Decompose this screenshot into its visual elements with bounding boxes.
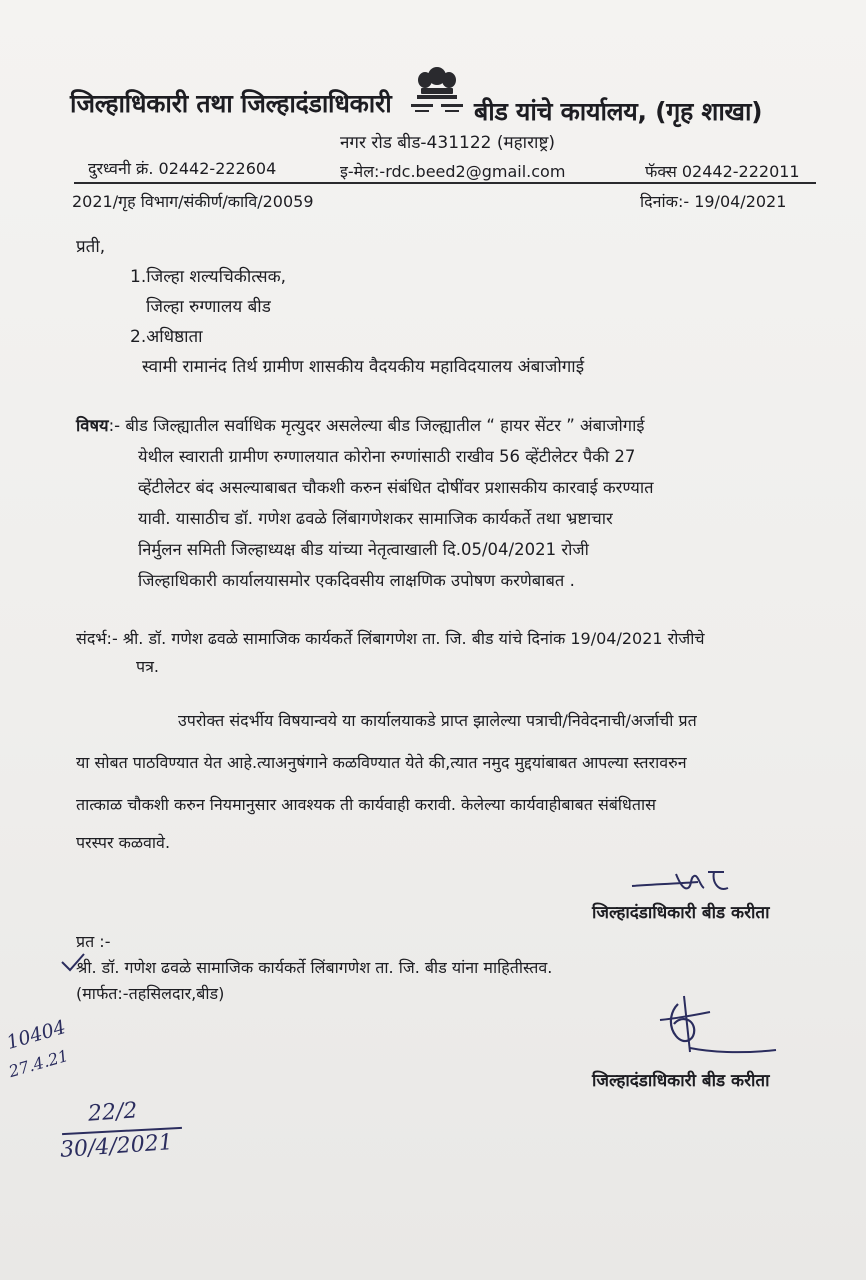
office-title-right: बीड यांचे कार्यालय, (गृह शाखा) <box>474 97 763 126</box>
file-date: 30/4/2021 <box>59 1130 174 1163</box>
subject-line-6: जिल्हाधिकारी कार्यालयासमोर एकदिवसीय लाक्षणिक उपोषण करणेबाबत . <box>138 571 575 590</box>
recipient-line-2: जिल्हा रुग्णालय बीड <box>146 297 271 317</box>
sandarbh-line-2: पत्र. <box>136 657 160 676</box>
officer-signature <box>650 992 780 1062</box>
recipient-line-3: 2.अधिष्ठाता <box>130 327 203 347</box>
sandarbh-line-1: संदर्भ:- श्री. डॉ. गणेश ढवळे सामाजिक कार्यकर्ते लिंबागणेश ता. जि. बीड यांचे दिनांक 19/04/2021 रोजीचे <box>76 629 705 648</box>
file-number: 22/2 <box>87 1098 139 1127</box>
subject-line-2: येथील स्वाराती ग्रामीण रुग्णालयात कोरोना रुग्णांसाठी राखीव 56 व्हेंटीलेटर पैकी 27 <box>138 447 636 466</box>
office-address: नगर रोड बीड-431122 (महाराष्ट्र) <box>340 133 556 153</box>
signatory-title-2: जिल्हादंडाधिकारी बीड करीता <box>592 1071 770 1091</box>
subject-line-4: यावी. यासाठीच डॉ. गणेश ढवळे लिंबागणेशकर सामाजिक कार्यकर्ते तथा भ्रष्टाचार <box>138 509 613 528</box>
copy-label: प्रत :- <box>76 932 111 951</box>
copy-line-2: (मार्फत:-तहसिलदार,बीड) <box>76 984 225 1003</box>
office-title-left: जिल्हाधिकारी तथा जिल्हादंडाधिकारी <box>70 89 392 118</box>
national-emblem-icon <box>407 62 467 118</box>
subject-line-5: निर्मुलन समिती जिल्हाध्यक्ष बीड यांच्या नेतृत्वाखाली दि.05/04/2021 रोजी <box>138 540 589 559</box>
email-address: इ-मेल:-rdc.beed2@gmail.com <box>340 162 566 181</box>
phone-number: दुरध्वनी क्रं. 02442-222604 <box>88 159 277 178</box>
initials-signature <box>628 866 738 900</box>
subject-continuation <box>138 441 654 596</box>
body-line-2: या सोबत पाठविण्यात येत आहे.त्याअनुषंगाने कळविण्यात येते की,त्यात नमुद मुद्दयांबाबत आपल्या स्तरावरुन <box>76 753 687 772</box>
inward-number: 10404 <box>4 1016 69 1054</box>
body-line-4: परस्पर कळवावे. <box>76 833 171 852</box>
copy-line-1: श्री. डॉ. गणेश ढवळे सामाजिक कार्यकर्ते लिंबागणेश ता. जि. बीड यांना माहितीस्तव. <box>76 958 553 977</box>
prati-label: प्रती, <box>76 237 106 257</box>
subject-line-3: व्हेंटीलेटर बंद असल्याबाबत चौकशी करुन संबंधित दोषींवर प्रशासकीय कारवाई करण्यात <box>138 478 654 497</box>
recipient-line-4: स्वामी रामानंद तिर्थ ग्रामीण शासकीय वैदयकीय महाविदयालय अंबाजोगाई <box>142 357 585 377</box>
body-line-3: तात्काळ चौकशी करुन नियमानुसार आवश्यक ती कार्यवाही करावी. केलेल्या कार्यवाहीबाबत संबंधितास <box>76 795 656 814</box>
fax-number: फॅक्स 02442-222011 <box>645 162 800 181</box>
header-divider <box>74 182 816 184</box>
reference-number: 2021/गृह विभाग/संकीर्ण/कावि/20059 <box>72 192 314 211</box>
body-line-1: उपरोक्त संदर्भीय विषयान्वये या कार्यालयाकडे प्राप्त झालेल्या पत्राची/निवेदनाची/अर्जाची प्रत <box>178 711 697 730</box>
subject-line-1: :- बीड जिल्ह्यातील सर्वाधिक मृत्युदर असलेल्या बीड जिल्ह्यातील “ हायर सेंटर ” अंबाजोगाई <box>108 416 645 435</box>
tick-mark-icon <box>58 950 88 974</box>
letter-date: दिनांक:- 19/04/2021 <box>640 192 787 211</box>
recipient-line-1: 1.जिल्हा शल्यचिकीत्सक, <box>130 267 287 287</box>
signatory-title-1: जिल्हादंडाधिकारी बीड करीता <box>592 903 770 923</box>
subject-label: विषय <box>76 416 109 435</box>
subject-block <box>76 410 644 441</box>
inward-date: 27.4.21 <box>6 1045 71 1082</box>
